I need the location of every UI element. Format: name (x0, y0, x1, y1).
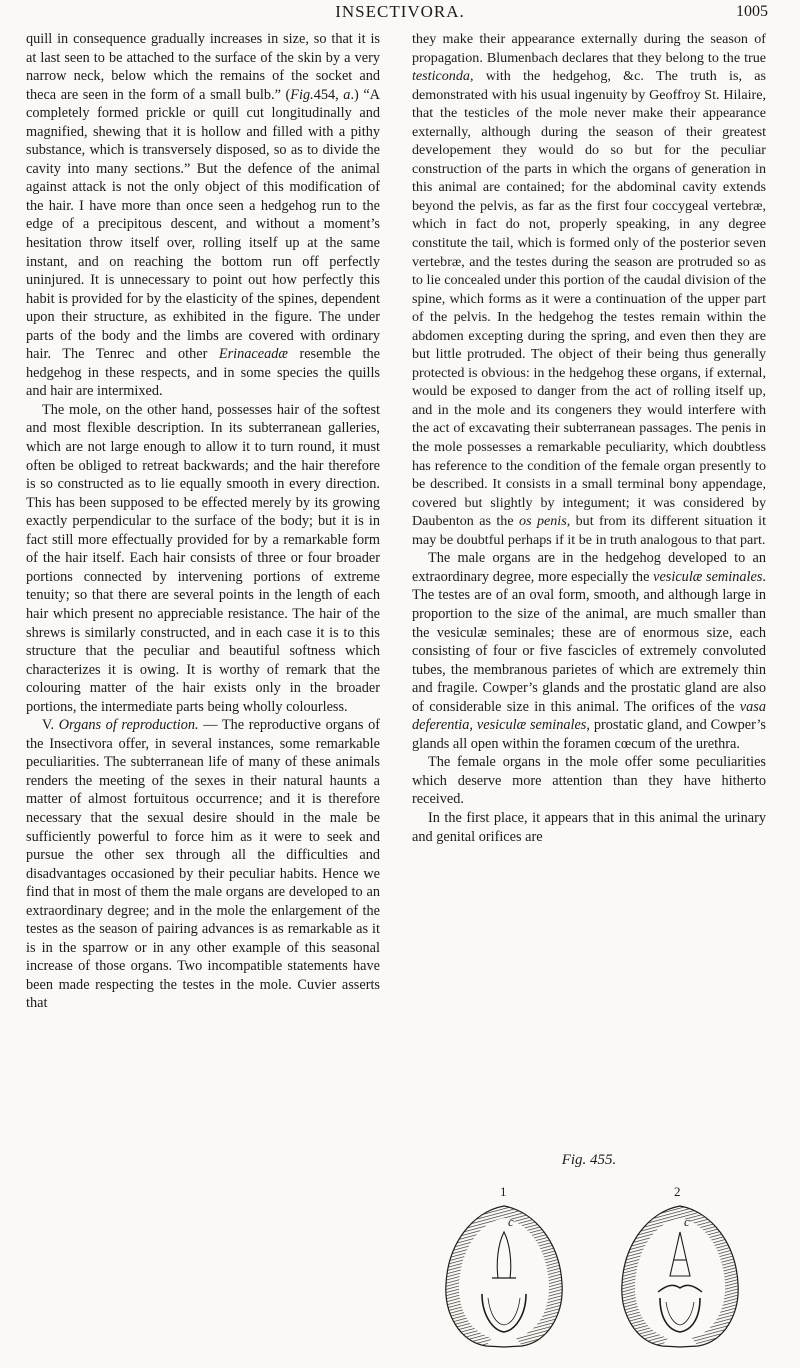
figure-letter: a (343, 86, 351, 103)
figure-letter-c-2: c (684, 1214, 690, 1229)
text-run: , with the hedgehog, &c. The truth is, as demonstrated with his usual ingenuity by Geoffroy St. Hilaire, that the testicles of the mole never make their appearance externally, although during the season of their greatest developement they would do so but for the peculiar construction of the parts in which the organs of generation in this animal are contained; for the abdominal cavity extends beyond the pelvis, as far as the first four coccygeal vertebræ, which in fact do not, properly speaking, in any degree constitute the tail, which is formed only of the posterior seven vertebræ, and the testes during the season are protruded so as to lie concealed under this portion of the caudal division of the spine, which forms as it were a continuation of the upper part of the pelvis. In the hedgehog the testes remain within the abdomen excepting during the spring, and even then they are but little protruded. The object of their being thus generally protected is obvious: in the hedgehog these organs, if external, would be exposed to danger from the act of rolling itself up, and in the mole and its congeners they would interfere with the act of excavating their subterranean passages. The penis in the mole possesses a remarkable peculiarity, which doubtless has reference to the condition of the female organ presently to be described. It consists in a small terminal bony appendage, covered but slightly by integument; it was considered by Daubenton as the (412, 68, 766, 530)
anatomical-drawing-2 (622, 1206, 738, 1347)
page-number: 1005 (736, 3, 768, 20)
text-run: quill in consequence gradually increases in size, so that it is at last seen to be attached to the surface of the skin by a very narrow neck, below which the remains of the socket and theca are seen in the form of a small bulb.” ( (26, 31, 380, 103)
text-run: , prostatic gland, and Cowper’s glands all open within the foramen cœcum of the urethra. (412, 717, 766, 752)
paragraph-mole-hair: The mole, on the other hand, possesses hair of the softest and most flexible description. In its subterranean galleries, which are not large enough to allow it to turn round, it must often be obliged to retreat backwards; and the hair therefore is so constructed as to lie equally smooth in every direction. This has been supposed to be effected merely by its growing exactly perpendicular to the surface of the body; but it is in fact still more effectually provided for by a remarkable form of the hair itself. Each hair consists of three or four broader portions connected by intervening portions of extreme tenuity; so that there are several points in the length of each hair which present no appreciable resistance. The hair of the shrews is similarly constructed, and in each case it is to this structure that the peculiar and beautiful softness which characterizes it is owing. It is worthy of remark that the colouring matter of the hair exists only in the broader portions, the intermediate parts being wholly colourless. (26, 401, 380, 715)
figure-illustration (412, 1174, 766, 1359)
latin-term: testiconda (412, 68, 470, 85)
paragraph-orifices: In the first place, it appears that in this animal the urinary and genital orifices are (412, 809, 766, 845)
paragraph-testes-mole (412, 30, 766, 549)
anatomical-drawing-1 (446, 1206, 562, 1347)
text-run: , but from its different situation it may be doubtful perhaps if it be in truth analogous to that part. (412, 513, 766, 548)
text-run: — The reproductive organs of the Insectivora offer, in several instances, some remarkable peculiarities. The subterranean life of many of these animals renders the meeting of the sexes in their natural haunts a matter of almost fortuitous occurrence; and it is therefore necessary that the sexual desire should in the male be sufficiently powerful to force him as it were to seek and pursue the other sex through all the difficulties and disadvantages occasioned by their peculiar habits. Hence we find that in most of them the male organs are developed to an extraordinary degree; and in the mole the enlargement of the testes as the season of pairing advances is as remarkable as it is in the sparrow or in any other example of this seasonal increase of those organs. Two incompatible statements have been made respecting the testes in the mole. Cuvier asserts that (26, 717, 380, 1012)
paragraph-quill-description (26, 30, 380, 401)
text-run: . The testes are of an oval form, smooth, and although large in proportion to the size of the animal, are much smaller than the vesiculæ seminales; these are of enormous size, each consisting of four or five fascicles of extremely convoluted tubes, the membranous parietes of which are extremely thin and fragile. Cowper’s glands and the prostatic gland are also of considerable size in this animal. The orifices of the (412, 568, 766, 715)
section-numeral: V. (42, 717, 55, 734)
figure-caption: Fig. 455. (561, 1152, 617, 1168)
paragraph-reproduction (26, 716, 380, 1013)
left-column (26, 30, 380, 1013)
paragraph-female-organs: The female organs in the mole offer some peculiarities which deserve more attention than they have hitherto received. (412, 754, 766, 808)
figure-label-2: 2 (674, 1184, 681, 1199)
latin-term: os penis (519, 513, 567, 530)
right-column (412, 30, 766, 846)
section-heading: Organs of reproduction. (58, 717, 199, 734)
taxon-name: Erinaceadæ (218, 346, 288, 363)
text-run: resemble the hedgehog in these respects, and in some species the quills and hair are intermixed. (26, 346, 380, 400)
text-run: they make their appearance externally during the season of propagation. Blumenbach declares that they belong to the true (412, 31, 766, 66)
text-run: 454, (313, 86, 344, 103)
figure-letter-c: c (508, 1214, 514, 1229)
figure-455 (412, 1152, 766, 1362)
latin-term: vesiculæ seminales (653, 568, 763, 585)
figure-label-1: 1 (500, 1184, 507, 1199)
figure-reference: Fig. (290, 86, 314, 103)
text-run: The male organs are in the hedgehog developed to an extraordinary degree, more especially the (412, 550, 766, 585)
paragraph-hedgehog-organs (412, 549, 766, 753)
running-title: INSECTIVORA. (335, 2, 465, 21)
latin-term: vasa deferentia, vesiculæ seminales (412, 698, 766, 734)
text-run: .) “A completely formed prickle or quill cut longitudinally and magnified, shewing that it is hollow and filled with a pithy substance, which is transversely disposed, so as to divide the cavity into many sections.” But the defence of the animal against attack is not the only object of this modification of the hair. I have more than once seen a hedgehog run to the edge of a precipitous descent, and without a moment’s hesitation throw itself over, rolling itself up at the same instant, and on reaching the bottom run off perfectly uninjured. It is unnecessary to point out how perfectly this habit is provided for by the elasticity of the spines, dependent upon their structure, as exhibited in the figure. The under parts of the body and the limbs are covered with ordinary hair. The Tenrec and other (26, 86, 380, 363)
